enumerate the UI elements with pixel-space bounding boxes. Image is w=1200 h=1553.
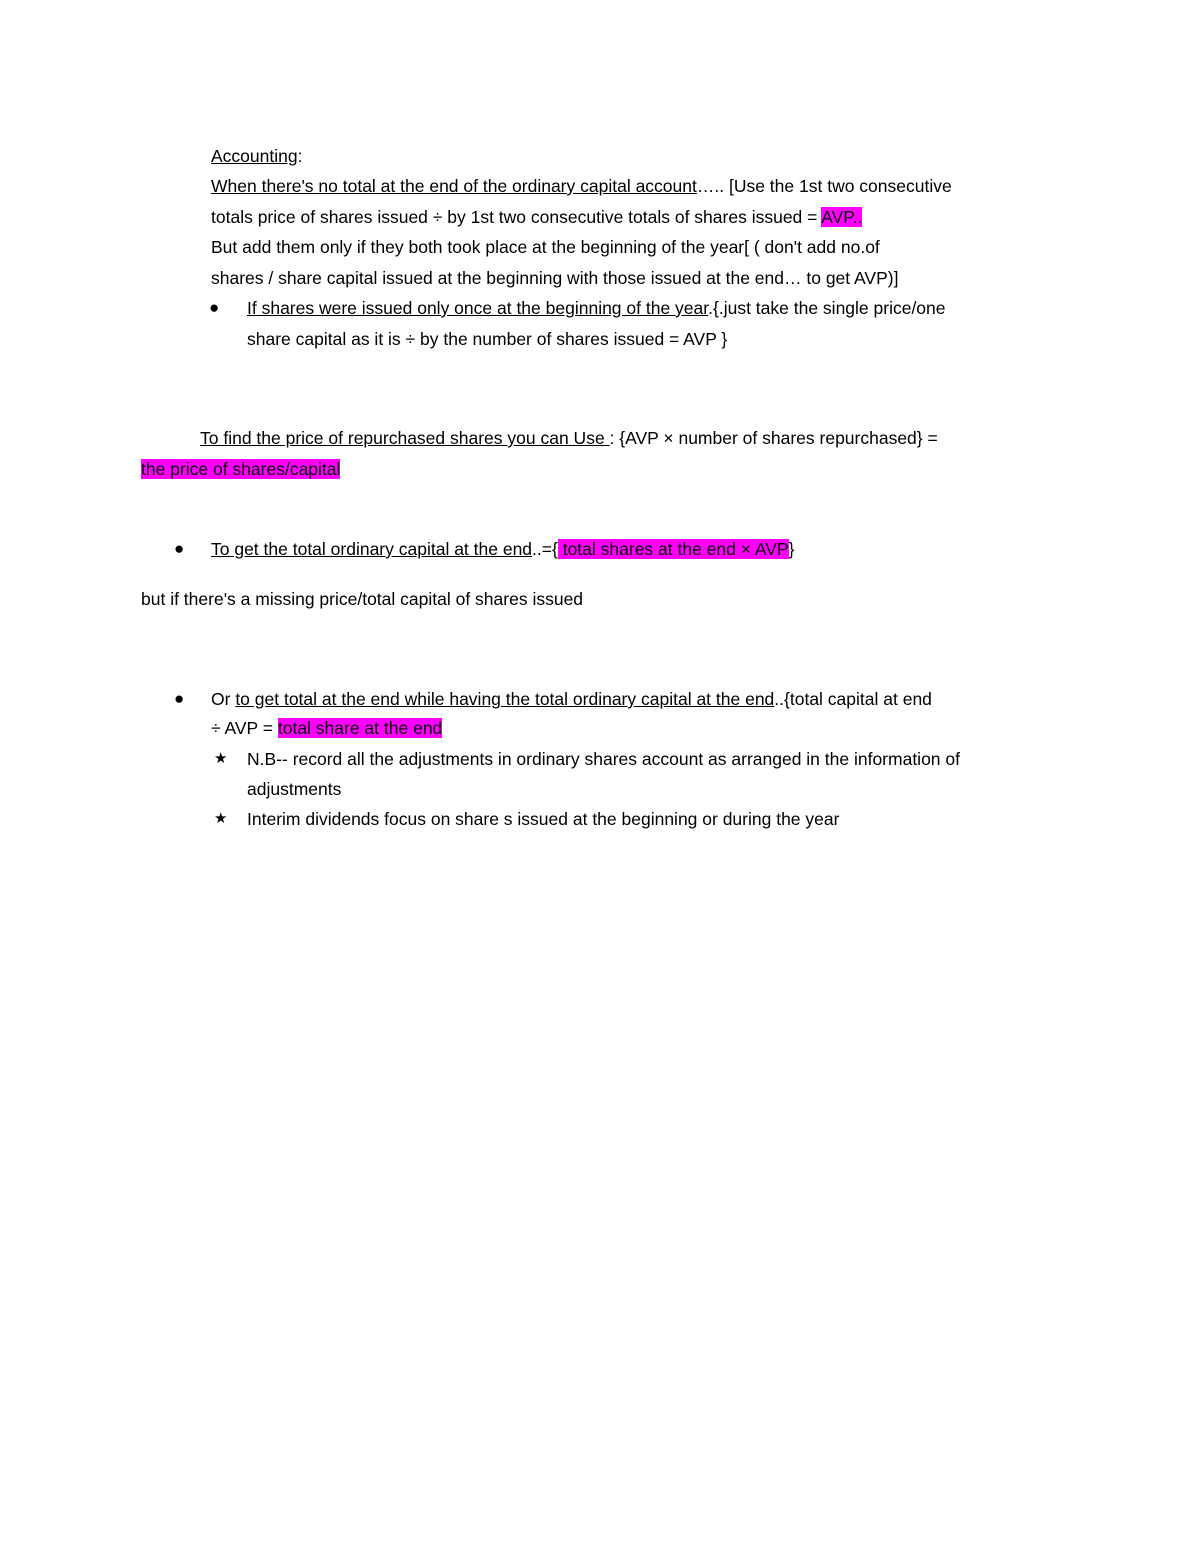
para1-line2 xyxy=(211,205,862,229)
bullet1-rest: .{.just take the single price/one xyxy=(708,298,946,318)
bullet-icon: ● xyxy=(174,539,185,558)
avp-highlight: AVP.. xyxy=(821,207,863,227)
para2-rest: : {AVP × number of shares repurchased} = xyxy=(609,428,938,448)
star1-line1: N.B-- record all the adjustments in ordinary shares account as arranged in the information of xyxy=(247,749,960,769)
star2-line1: Interim dividends focus on share s issued at the beginning or during the year xyxy=(247,809,840,829)
bullet3-line2 xyxy=(211,716,442,740)
bullet2-underlined: To get the total ordinary capital at the end xyxy=(211,539,533,559)
total-shares-highlight: total shares at the end × AVP xyxy=(557,539,789,559)
star-icon: ★ xyxy=(214,750,228,767)
bullet3-rest: ..{total capital at end xyxy=(774,689,932,709)
bullet-icon: ● xyxy=(174,689,185,708)
para1-line4: shares / share capital issued at the beginning with those issued at the end… to get AVP)] xyxy=(211,268,899,288)
star-icon: ★ xyxy=(214,810,228,827)
bullet3-line2-text: ÷ AVP = xyxy=(211,718,278,738)
heading-text: Accounting xyxy=(211,146,298,166)
para3: but if there's a missing price/total capital of shares issued xyxy=(141,589,584,609)
total-share-highlight: total share at the end xyxy=(277,718,443,738)
price-highlight: the price of shares/capital xyxy=(141,459,341,479)
bullet2-line1 xyxy=(211,537,794,561)
bullet1-line2: share capital as it is ÷ by the number of shares issued = AVP } xyxy=(247,329,728,349)
star1-line2: adjustments xyxy=(247,779,342,799)
bullet-icon: ● xyxy=(209,298,220,317)
bullet3-prefix: Or xyxy=(211,689,236,709)
bullet1-line1 xyxy=(247,296,946,320)
bullet2-end: } xyxy=(788,539,795,559)
bullet1-underlined: If shares were issued only once at the beginning of the year xyxy=(247,298,709,318)
para1-line2-text: totals price of shares issued ÷ by 1st two consecutive totals of shares issued = xyxy=(211,207,822,227)
para1-line1 xyxy=(211,174,952,198)
para1-line1-rest: ….. [Use the 1st two consecutive xyxy=(696,176,952,196)
para2-underlined: To find the price of repurchased shares you can Use xyxy=(200,428,610,448)
heading-colon: : xyxy=(297,146,303,166)
para1-line3: But add them only if they both took place at the beginning of the year[ ( don't add no.of xyxy=(211,237,880,257)
para1-underlined: When there's no total at the end of the ordinary capital account xyxy=(211,176,697,196)
bullet2-mid: ..={ xyxy=(532,539,558,559)
para2-line1 xyxy=(200,426,938,450)
page-heading xyxy=(211,144,302,168)
para2-line2 xyxy=(141,457,340,481)
bullet3-underlined: to get total at the end while having the total ordinary capital at the end xyxy=(235,689,775,709)
bullet3-line1 xyxy=(211,687,932,711)
